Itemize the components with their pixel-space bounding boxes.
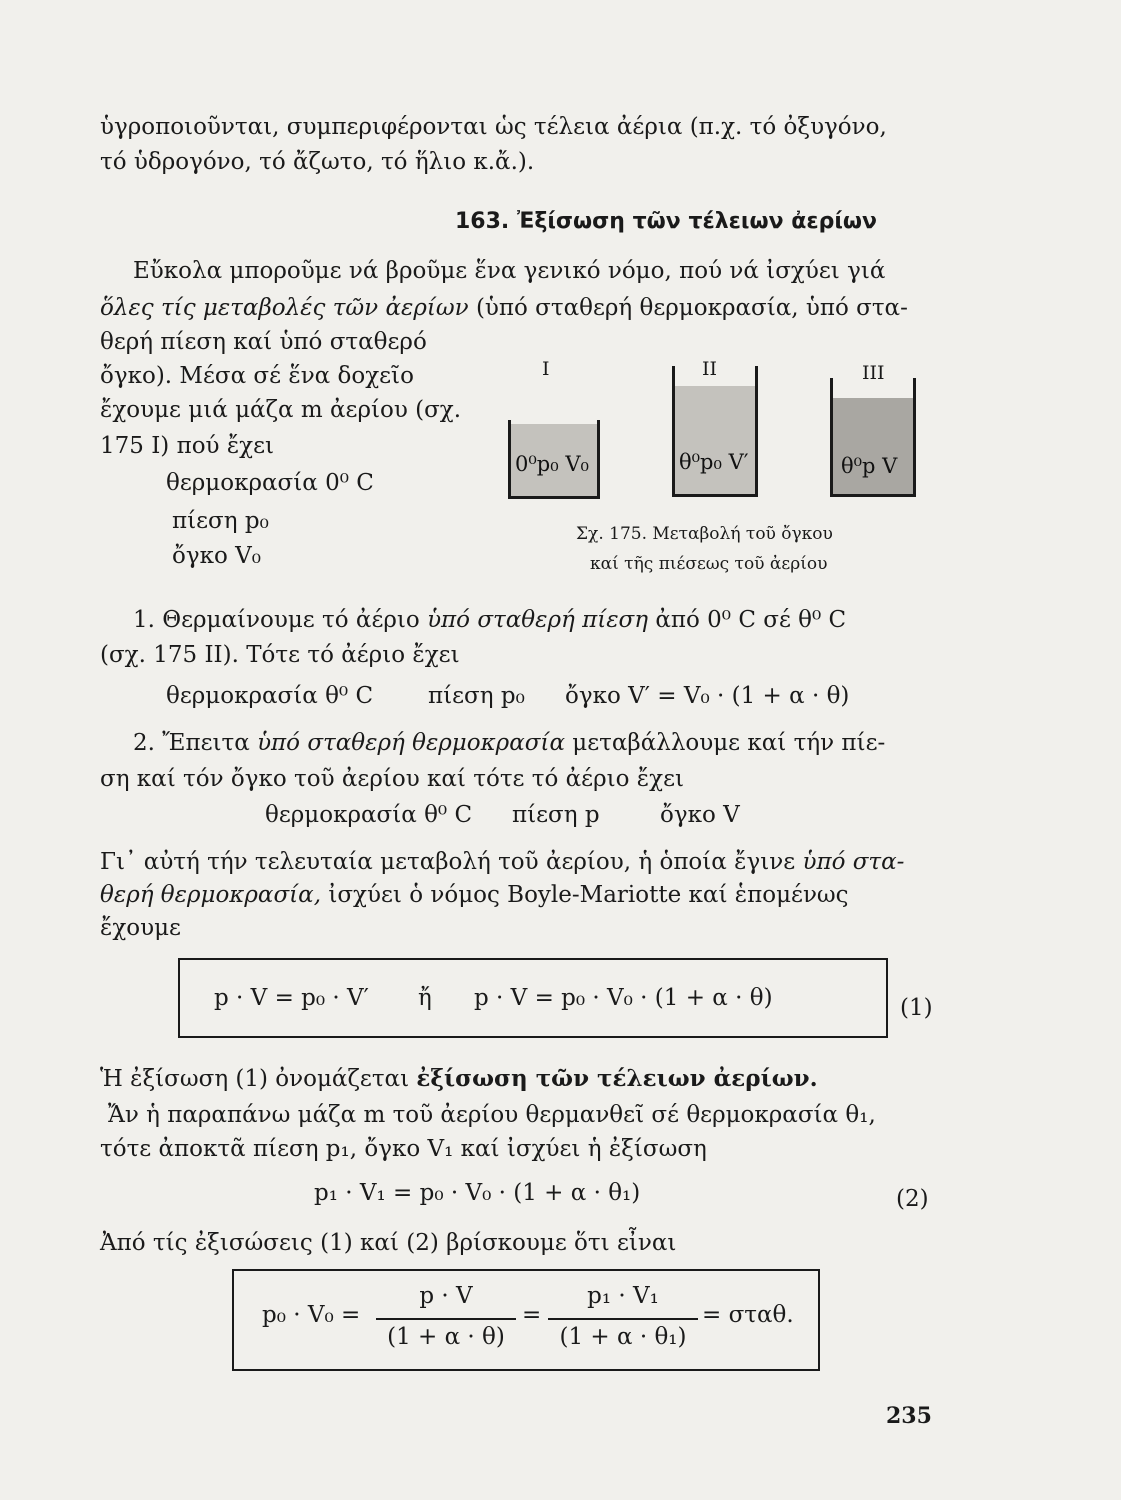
text-line: θερή πίεση καί ὑπό σταθερό <box>100 329 427 355</box>
fraction-bar <box>548 1318 698 1320</box>
equation-number: (1) <box>900 995 933 1021</box>
equation-1-left: p · V = p₀ · V′ <box>214 985 369 1011</box>
state-volume: ὄγκο V′ = V₀ · (1 + α · θ) <box>565 683 850 709</box>
text-line: τό ὑδρογόνο, τό ἄζωτο, τό ἥλιο κ.ἄ.). <box>100 149 535 175</box>
vessel-label-i: I <box>542 358 550 380</box>
vessel-i-label: 0⁰p₀ V₀ <box>515 452 589 476</box>
text-line: Ἀπό τίς ἐξισώσεις (1) καί (2) βρίσκουμε ὅτι εἶναι <box>100 1230 677 1256</box>
vessel-iii-label: θ⁰p V <box>841 454 898 478</box>
text-fragment: μεταβάλλουμε καί τήν πίε- <box>572 730 886 756</box>
state-temperature: θερμοκρασία 0⁰ C <box>166 470 374 496</box>
text-fragment: 2. Ἔπειτα <box>133 730 250 756</box>
equation-1-right: p · V = p₀ · V₀ · (1 + α · θ) <box>474 985 773 1011</box>
italic-phrase: ὑπό σταθερή πίεση <box>427 607 649 633</box>
vessel-ii <box>672 366 758 497</box>
text-line: ὄγκο). Μέσα σέ ἕνα δοχεῖο <box>100 363 414 389</box>
page-number: 235 <box>886 1403 932 1429</box>
fraction-numerator: p₁ · V₁ <box>587 1283 659 1309</box>
state-volume: ὄγκο V <box>660 802 740 828</box>
equation-number: (2) <box>896 1186 929 1212</box>
text-fragment: Γι᾽ αὐτή τήν τελευταία μεταβολή τοῦ ἀερίου, ἡ ὁποία ἔγινε <box>100 849 796 875</box>
text-line: ση καί τόν ὄγκο τοῦ ἀερίου καί τότε τό ἀέριο ἔχει <box>100 766 685 792</box>
bold-phrase: ἐξίσωση τῶν τέλειων ἀερίων. <box>416 1065 818 1092</box>
text-fragment: 1. Θερμαίνουμε τό ἀέριο <box>133 607 420 633</box>
text-line: (σχ. 175 II). Τότε τό ἀέριο ἔχει <box>100 642 460 668</box>
gas-fill <box>833 398 913 494</box>
text-line <box>100 293 908 323</box>
section-heading: 163. Ἐξίσωση τῶν τέλειων ἀερίων <box>455 209 878 234</box>
text-line <box>133 728 885 758</box>
vessel-i <box>508 420 600 499</box>
fraction-bar <box>376 1318 516 1320</box>
figure-caption: καί τῆς πιέσεως τοῦ ἀερίου <box>590 554 828 574</box>
text-line: ἔχουμε μιά μάζα m ἀερίου (σχ. <box>100 397 462 423</box>
fraction-rhs: = σταθ. <box>702 1302 794 1328</box>
fraction-lhs: p₀ · V₀ = <box>262 1302 361 1328</box>
gas-fill <box>675 386 755 494</box>
state-pressure: πίεση p₀ <box>172 508 269 534</box>
italic-phrase: ὅλες τίς μεταβολές τῶν ἀερίων <box>100 295 469 321</box>
italic-phrase: ὑπό σταθερή θερμοκρασία <box>257 730 565 756</box>
figure-caption: Σχ. 175. Μεταβολή τοῦ ὄγκου <box>576 524 833 544</box>
state-temperature: θερμοκρασία θ⁰ C <box>166 683 374 709</box>
fraction-denominator: (1 + α · θ₁) <box>559 1324 687 1350</box>
equals-sign: = <box>522 1302 542 1328</box>
text-fragment: Ἡ ἐξίσωση (1) ὀνομάζεται <box>100 1066 410 1092</box>
text-line: τότε ἀποκτᾶ πίεση p₁, ὄγκο V₁ καί ἰσχύει ἡ ἐξίσωση <box>100 1136 707 1162</box>
text-line: ἔχουμε <box>100 915 181 941</box>
state-temperature: θερμοκρασία θ⁰ C <box>265 802 473 828</box>
vessel-iii <box>830 378 916 497</box>
text-fragment: ἀπό 0⁰ C σέ θ⁰ C <box>655 607 847 633</box>
text-line <box>100 847 904 877</box>
text-line: Ἄν ἡ παραπάνω μάζα m τοῦ ἀερίου θερμανθεῖ σέ θερμοκρασία θ₁, <box>108 1102 876 1128</box>
vessel-ii-label: θ⁰p₀ V′ <box>679 450 749 474</box>
text-line <box>100 1064 818 1094</box>
text-line <box>133 605 846 635</box>
vessel-label-ii: II <box>702 358 718 380</box>
fraction-denominator: (1 + α · θ) <box>387 1324 505 1350</box>
italic-phrase: θερή θερμοκρασία, <box>100 882 322 908</box>
fraction-numerator: p · V <box>419 1283 473 1309</box>
text-line: Εὔκολα μποροῦμε νά βροῦμε ἕνα γενικό νόμο, πού νά ἰσχύει γιά <box>133 258 886 284</box>
equation-1-or: ἤ <box>418 985 432 1011</box>
italic-phrase: ὑπό στα- <box>802 849 905 875</box>
text-fragment: (ὑπό σταθερή θερμοκρασία, ὑπό στα- <box>475 295 908 321</box>
state-pressure: πίεση p <box>512 802 600 828</box>
text-line: 175 I) πού ἔχει <box>100 433 275 459</box>
text-line <box>100 880 849 910</box>
text-line: ὑγροποιοῦνται, συμπεριφέρονται ὡς τέλεια ἀέρια (π.χ. τό ὀξυγόνο, <box>100 114 887 140</box>
state-pressure: πίεση p₀ <box>428 683 525 709</box>
state-volume: ὄγκο V₀ <box>172 543 261 569</box>
vessel-label-iii: III <box>862 362 885 384</box>
text-fragment: ἰσχύει ὁ νόμος Boyle-Mariotte καί ἑπομένως <box>328 882 849 908</box>
equation-2: p₁ · V₁ = p₀ · V₀ · (1 + α · θ₁) <box>314 1180 641 1206</box>
